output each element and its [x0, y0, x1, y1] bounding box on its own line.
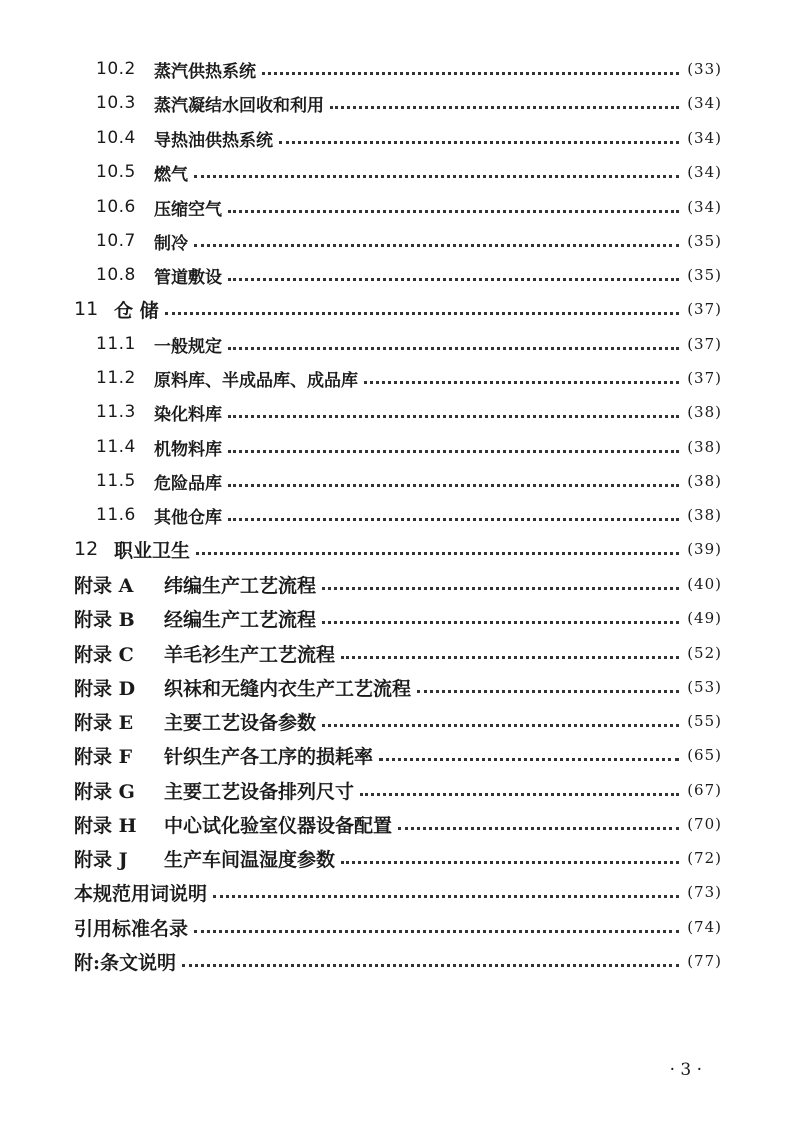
- toc-entry[interactable]: [96, 224, 722, 258]
- toc-entry[interactable]: [96, 327, 722, 361]
- dot-leader: [341, 656, 679, 659]
- toc-entry-page: ( 77 ): [687, 952, 722, 970]
- toc-entry-page: ( 73 ): [687, 883, 722, 901]
- toc-entry[interactable]: [74, 944, 722, 978]
- dot-leader: [228, 210, 679, 213]
- toc-entry-title: 主要工艺设备排列尺寸: [164, 780, 355, 803]
- toc-entry-page: ( 49 ): [687, 609, 722, 627]
- toc-entry-number: 10.4: [96, 128, 136, 148]
- toc-entry-title: 引用标准名录: [74, 917, 189, 940]
- dot-leader: [228, 278, 679, 281]
- toc-entry[interactable]: [74, 670, 722, 704]
- toc-entry-title: 织袜和无缝内衣生产工艺流程: [164, 677, 412, 700]
- toc-entry[interactable]: [96, 190, 722, 224]
- toc-entry-title: 机物料库: [154, 439, 222, 460]
- toc-entry-title: 纬编生产工艺流程: [164, 574, 317, 597]
- dot-leader: [322, 587, 679, 590]
- toc-entry[interactable]: [96, 464, 722, 498]
- dot-leader: [196, 552, 679, 555]
- dot-leader: [228, 518, 679, 521]
- toc-entry-page: ( 55 ): [687, 712, 722, 730]
- toc-entry[interactable]: [96, 258, 722, 292]
- toc-entry-title: 原料库、半成品库、成品库: [154, 370, 358, 391]
- dot-leader: [341, 861, 679, 864]
- toc-entry-page: ( 70 ): [687, 815, 722, 833]
- toc-entry-page: ( 53 ): [687, 678, 722, 696]
- toc-entry-title: 染化料库: [154, 404, 222, 425]
- toc-entry-title: 仓 储: [114, 299, 159, 322]
- toc-entry-title: 中心试化验室仪器设备配置: [164, 814, 393, 837]
- toc-entry[interactable]: [74, 875, 722, 909]
- toc-entry-title: 管道敷设: [154, 267, 222, 288]
- dot-leader: [379, 758, 679, 761]
- toc-entry[interactable]: [74, 738, 722, 772]
- toc-entry-number: 附录 B: [74, 608, 135, 631]
- toc-entry-page: ( 38 ): [687, 438, 722, 456]
- toc-entry-number: 10.6: [96, 197, 136, 217]
- dot-leader: [262, 72, 679, 75]
- toc-entry-page: ( 39 ): [687, 540, 722, 558]
- toc-entry-number: 附录 H: [74, 814, 137, 837]
- toc-entry-title: 燃气: [154, 164, 188, 185]
- toc-entry[interactable]: [96, 155, 722, 189]
- toc-entry-number: 附录 F: [74, 745, 133, 768]
- toc-entry-title: 羊毛衫生产工艺流程: [164, 643, 336, 666]
- toc-entry[interactable]: [74, 841, 722, 875]
- toc-entry-title: 针织生产各工序的损耗率: [164, 745, 374, 768]
- dot-leader: [194, 175, 679, 178]
- toc-entry-number: 10.5: [96, 162, 136, 182]
- toc-entry-title: 蒸汽供热系统: [154, 61, 256, 82]
- dot-leader: [194, 930, 679, 933]
- toc-entry-number: 附录 C: [74, 643, 134, 666]
- toc-entry-number: 附录 D: [74, 677, 136, 700]
- toc-entry-title: 本规范用词说明: [74, 882, 208, 905]
- toc-entry-title: 经编生产工艺流程: [164, 608, 317, 631]
- dot-leader: [398, 827, 679, 830]
- toc-entry-page: ( 37 ): [687, 369, 722, 387]
- toc-entry-number: 附录 A: [74, 574, 134, 597]
- dot-leader: [330, 106, 679, 109]
- toc-entry-title: 职业卫生: [114, 539, 191, 562]
- toc-entry-title: 生产车间温湿度参数: [164, 848, 336, 871]
- toc-entry-page: ( 34 ): [687, 129, 722, 147]
- toc-entry-title: 压缩空气: [154, 199, 222, 220]
- toc-entry-number: 11: [74, 298, 99, 320]
- toc-entry[interactable]: [96, 395, 722, 429]
- dot-leader: [279, 141, 679, 144]
- toc-entry[interactable]: [74, 704, 722, 738]
- toc-entry-number: 12: [74, 538, 99, 560]
- toc-entry-number: 11.2: [96, 368, 136, 388]
- toc-entry-page: ( 40 ): [687, 575, 722, 593]
- dot-leader: [322, 724, 679, 727]
- toc-entry-page: ( 35 ): [687, 232, 722, 250]
- toc-entry-number: 11.3: [96, 402, 136, 422]
- toc-entry-page: ( 35 ): [687, 266, 722, 284]
- toc-entry-page: ( 33 ): [687, 60, 722, 78]
- toc-entry[interactable]: [96, 498, 722, 532]
- dot-leader: [182, 964, 679, 967]
- dot-leader: [364, 381, 679, 384]
- dot-leader: [165, 312, 680, 315]
- toc-entry[interactable]: [96, 430, 722, 464]
- toc-entry[interactable]: [96, 121, 722, 155]
- toc-entry-page: ( 38 ): [687, 472, 722, 490]
- toc-entry-title: 一般规定: [154, 336, 222, 357]
- toc-entry-page: ( 38 ): [687, 506, 722, 524]
- toc-entry[interactable]: [74, 532, 722, 566]
- toc-entry[interactable]: [96, 361, 722, 395]
- toc-entry-page: ( 37 ): [687, 300, 722, 318]
- toc-entry[interactable]: [74, 807, 722, 841]
- toc-entry-page: ( 65 ): [687, 746, 722, 764]
- dot-leader: [228, 347, 679, 350]
- toc-entry-title: 制冷: [154, 233, 188, 254]
- toc-entry-page: ( 67 ): [687, 781, 722, 799]
- toc-entry-title: 蒸汽凝结水回收和利用: [154, 95, 324, 116]
- toc-entry-number: 10.7: [96, 231, 136, 251]
- toc-entry-page: ( 74 ): [687, 918, 722, 936]
- toc-entry-title: 其他仓库: [154, 507, 222, 528]
- toc-entry-title: 附:条文说明: [74, 951, 177, 974]
- toc-entry-number: 附录 G: [74, 780, 135, 803]
- toc-entry-title: 主要工艺设备参数: [164, 711, 317, 734]
- dot-leader: [360, 793, 679, 796]
- toc-entry[interactable]: [74, 910, 722, 944]
- dot-leader: [228, 484, 679, 487]
- toc-entry-page: ( 34 ): [687, 163, 722, 181]
- toc-entry-page: ( 37 ): [687, 335, 722, 353]
- dot-leader: [194, 244, 679, 247]
- dot-leader: [228, 450, 679, 453]
- toc-entry[interactable]: [74, 601, 722, 635]
- toc-entry-page: ( 38 ): [687, 403, 722, 421]
- dot-leader: [322, 621, 679, 624]
- toc-entry[interactable]: [74, 567, 722, 601]
- toc-entry-number: 10.2: [96, 59, 136, 79]
- toc-entry-page: ( 72 ): [687, 849, 722, 867]
- toc-entry-title: 导热油供热系统: [154, 130, 273, 151]
- toc-entry-page: ( 52 ): [687, 644, 722, 662]
- toc-entry-number: 附录 J: [74, 848, 128, 871]
- toc-entry-page: ( 34 ): [687, 94, 722, 112]
- dot-leader: [213, 895, 679, 898]
- dot-leader: [417, 690, 679, 693]
- toc-entry-number: 11.5: [96, 471, 136, 491]
- page-number: · 3 ·: [669, 1060, 702, 1080]
- toc-entry[interactable]: [74, 773, 722, 807]
- toc-entry[interactable]: [96, 52, 722, 86]
- toc-entry-page: ( 34 ): [687, 198, 722, 216]
- toc-entry-number: 附录 E: [74, 711, 134, 734]
- toc-entry-number: 10.3: [96, 93, 136, 113]
- toc-entry-number: 11.6: [96, 505, 136, 525]
- toc-entry-number: 10.8: [96, 265, 136, 285]
- toc-entry-title: 危险品库: [154, 473, 222, 494]
- dot-leader: [228, 415, 679, 418]
- toc-entry-number: 11.1: [96, 334, 136, 354]
- toc-entry[interactable]: [74, 292, 722, 326]
- toc-entry-number: 11.4: [96, 437, 136, 457]
- toc-entry[interactable]: [96, 86, 722, 120]
- toc-entry[interactable]: [74, 636, 722, 670]
